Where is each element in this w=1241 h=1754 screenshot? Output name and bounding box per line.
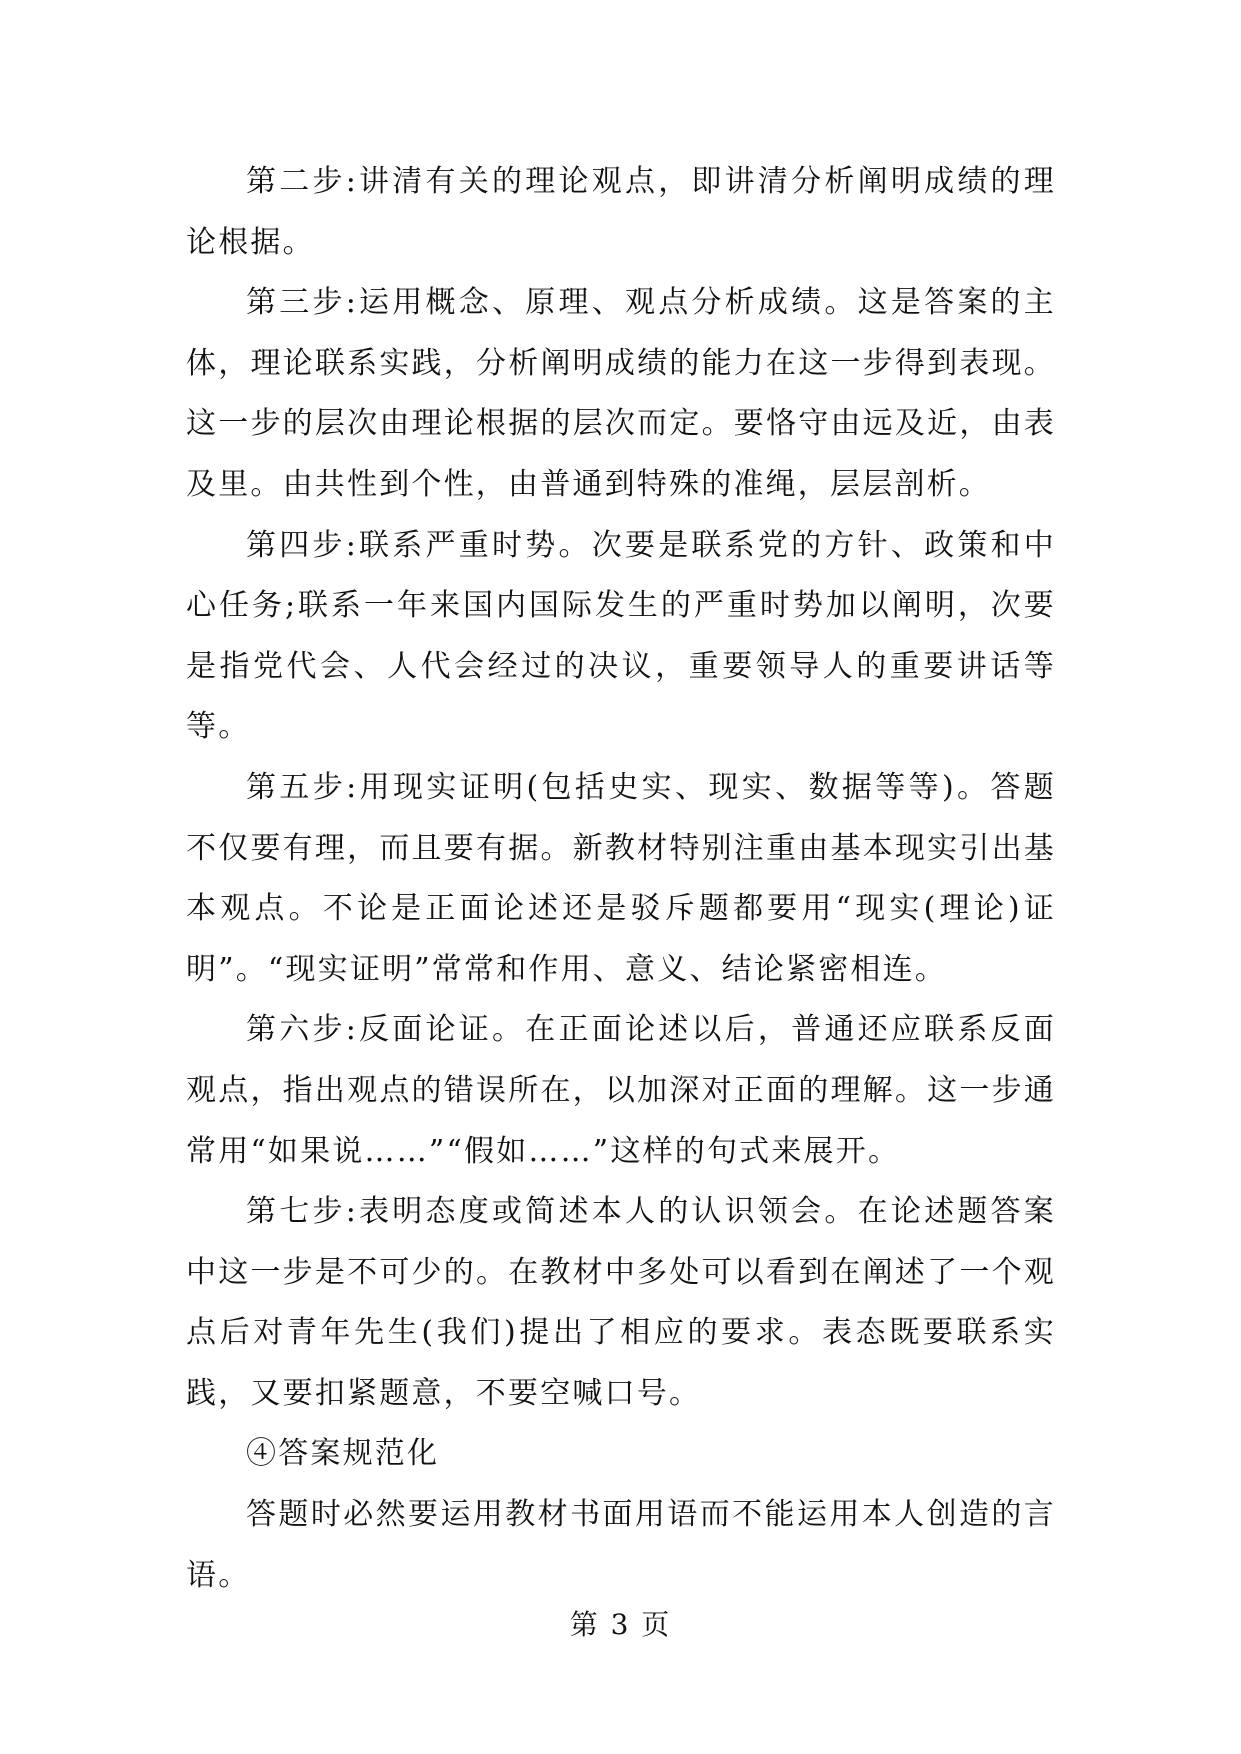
paragraph-step-7: 第七步:表明态度或简述本人的认识领会。在论述题答案中这一步是不可少的。在教材中多处可以看到在阐述了一个观点后对青年先生(我们)提出了相应的要求。表态既要联系实践，又要扣紧题意，不要空喊口号。 [186,1194,1056,1411]
page-number: 第 3 页 [569,1608,672,1641]
paragraph-step-6: 第六步:反面论证。在正面论述以后，普通还应联系反面观点，指出观点的错误所在，以加深对正面的理解。这一步通常用“如果说……”“假如……”这样的句式来展开。 [186,1012,1056,1169]
section-heading-answer-standardization: ④答案规范化 [246,1436,440,1472]
paragraph-step-5: 第五步:用现实证明(包括史实、现实、数据等等)。答题不仅要有理，而且要有据。新教材特别注重由基本现实引出基本观点。不论是正面论述还是驳斥题都要用“现实(理论)证明”。“现实证明”常常和作用、意义、结论紧密相连。 [186,769,1056,987]
paragraph-answer-language: 答题时必然要运用教材书面用语而不能运用本人创造的言语。 [186,1497,1056,1593]
document-body [186,152,1056,1606]
paragraph-step-3: 第三步:运用概念、原理、观点分析成绩。这是答案的主体，理论联系实践，分析阐明成绩的能力在这一步得到表现。这一步的层次由理论根据的层次而定。要恪守由远及近，由表及里。由共性到个性，由普通到特殊的准绳，层层剖析。 [186,285,1056,502]
paragraph-step-4: 第四步:联系严重时势。次要是联系党的方针、政策和中心任务;联系一年来国内国际发生的严重时势加以阐明，次要是指党代会、人代会经过的决议，重要领导人的重要讲话等等。 [186,527,1056,745]
paragraph-step-2: 第二步:讲清有关的理论观点，即讲清分析阐明成绩的理论根据。 [186,164,1056,260]
